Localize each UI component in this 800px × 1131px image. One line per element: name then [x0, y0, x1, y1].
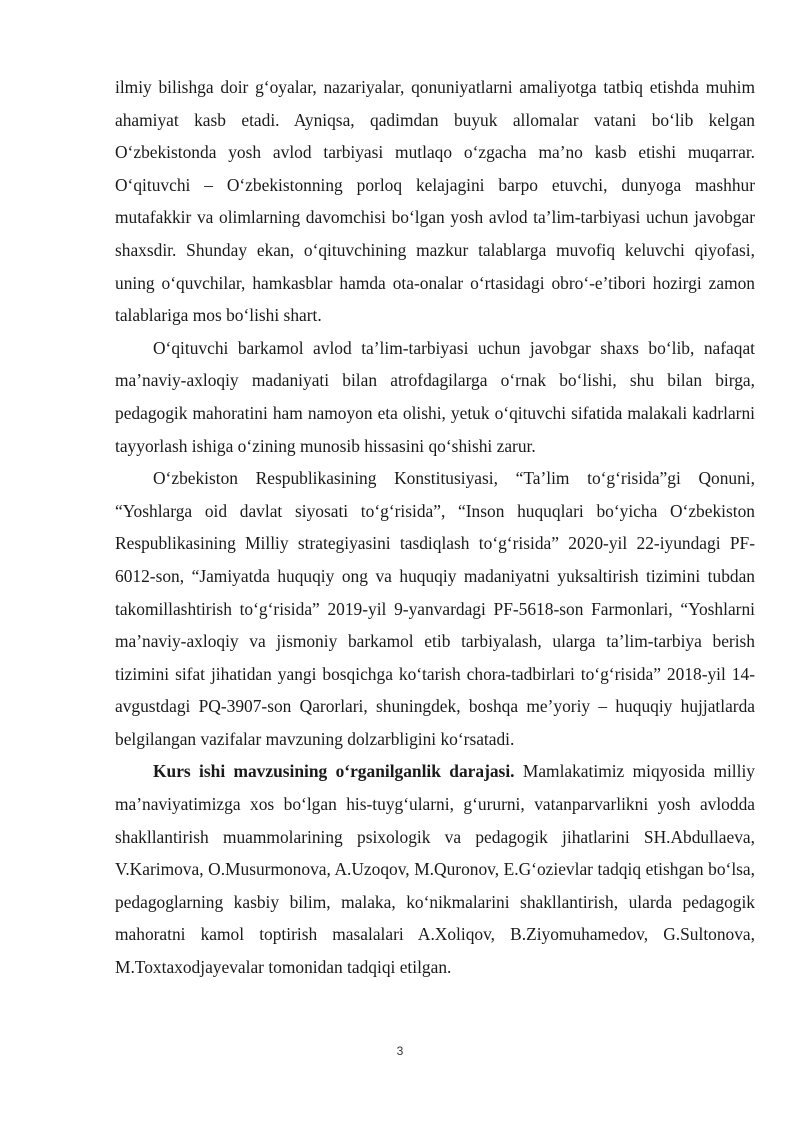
paragraph-4-text: Mamlakatimiz miqyosida milliy ma’naviyatimizga xos bo‘lgan his-tuyg‘ularni, g‘ururni, vatanparvarlikni yosh avlodda shakllantirish muammolarining psixologik va pedagogik jihatlarini SH.Abdullaeva, V.Karimova, O.Musurmonova, A.Uzoqov, M.Quronov, E.G‘ozievlar tadqiq etishgan bo‘lsa, pedagoglarning kasbiy bilim, malaka, ko‘nikmalarini shakllantirish, ularda pedagogik mahoratni kamol toptirish masalalari A.Xoliqov, B.Ziyomuhamedov, G.Sultonova, M.Toxtaxodjayevalar tomonidan tadqiqi etilgan.: [115, 761, 755, 978]
document-body: [115, 71, 755, 984]
paragraph-2: O‘qituvchi barkamol avlod ta’lim-tarbiyasi uchun javobgar shaxs bo‘lib, nafaqat ma’naviy-axloqiy madaniyati bilan atrofdagilarga o‘rnak bo‘lishi, shu bilan birga, pedagogik mahoratini ham namoyon eta olishi, yetuk o‘qituvchi sifatida malakali kadrlarni tayyorlash ishiga o‘zining munosib hissasini qo‘shishi zarur.: [115, 337, 755, 456]
section-heading: Kurs ishi mavzusining o‘rganilganlik darajasi.: [153, 761, 515, 782]
page-number: 3: [396, 1044, 404, 1058]
paragraph-3: O‘zbekiston Respublikasining Konstitusiyasi, “Ta’lim to‘g‘risida”gi Qonuni, “Yoshlarga oid davlat siyosati to‘g‘risida”, “Inson huquqlari bo‘yicha O‘zbekiston Respublikasining Milliy strategiyasini tasdiqlash to‘g‘risida” 2020-yil 22-iyundagi PF-6012-son, “Jamiyatda huquqiy ong va huquqiy madaniyatni yuksaltirish tizimini tubdan takomillashtirish to‘g‘risida” 2019-yil 9-yanvardagi PF-5618-son Farmonlari, “Yoshlarni ma’naviy-axloqiy va jismoniy barkamol etib tarbiyalash, ularga ta’lim-tarbiya berish tizimini sifat jihatidan yangi bosqichga ko‘tarish chora-tadbirlari to‘g‘risida” 2018-yil 14-avgustdagi PQ-3907-son Qarorlari, shuningdek, boshqa me’yoriy – huquqiy hujjatlarda belgilangan vazifalar mavzuning dolzarbligini ko‘rsatadi.: [115, 468, 755, 749]
paragraph-4: [115, 755, 755, 983]
paragraph-1: ilmiy bilishga doir g‘oyalar, nazariyalar, qonuniyatlarni amaliyotga tatbiq etishda muhim ahamiyat kasb etadi. Ayniqsa, qadimdan buyuk allomalar vatani bo‘lib kelgan O‘zbekistonda yosh avlod tarbiyasi mutlaqo o‘zgacha ma’no kasb etishi muqarrar. O‘qituvchi – O‘zbekistonning porloq kelajagini barpo etuvchi, dunyoga mashhur mutafakkir va olimlarning davomchisi bo‘lgan yosh avlod ta’lim-tarbiyasi uchun javobgar shaxsdir. Shunday ekan, o‘qituvchining mazkur talablarga muvofiq keluvchi qiyofasi, uning o‘quvchilar, hamkasblar hamda ota-onalar o‘rtasidagi obro‘-e’tibori hozirgi zamon talablariga mos bo‘lishi shart.: [115, 77, 755, 326]
